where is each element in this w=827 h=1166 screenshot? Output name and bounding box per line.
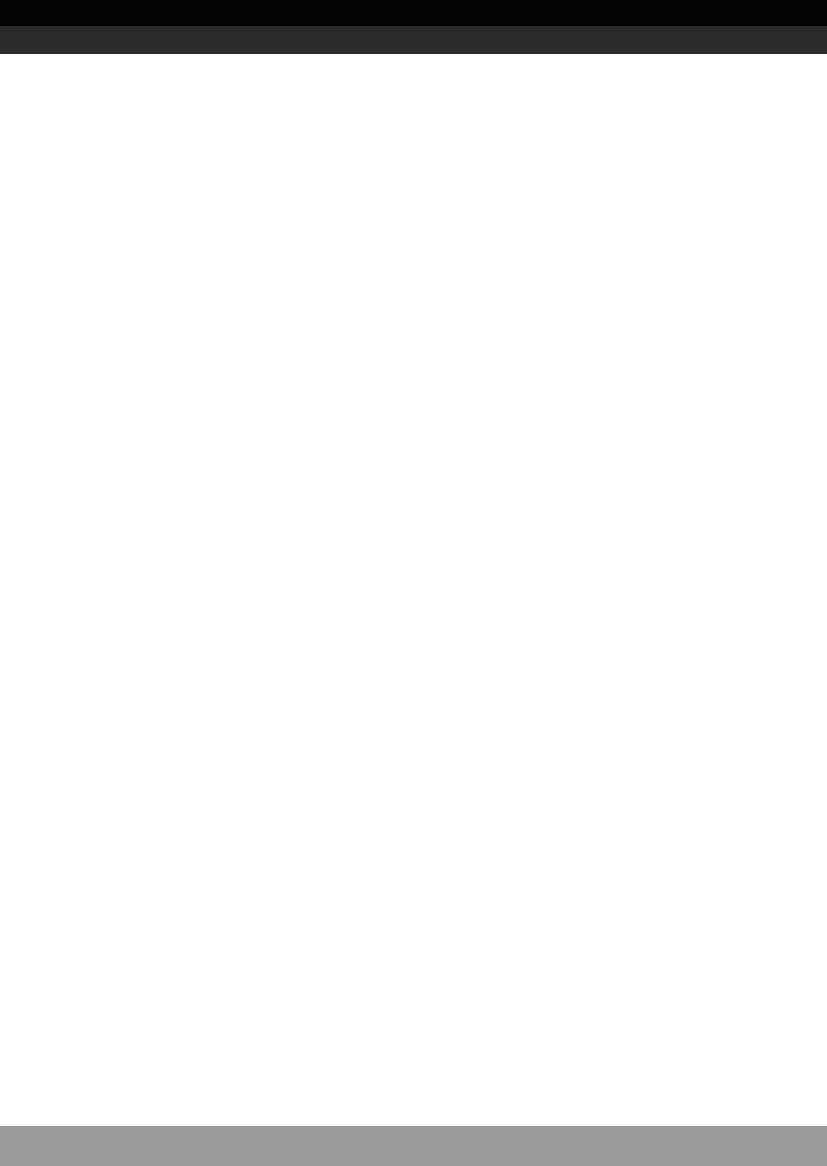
heart-and-swirl-icon [0,1126,827,1166]
top-black-bar [0,0,827,26]
bottom-ornamental-border [0,1126,827,1166]
heart-and-swirl-icon [0,26,827,54]
top-ornamental-border [0,26,827,54]
